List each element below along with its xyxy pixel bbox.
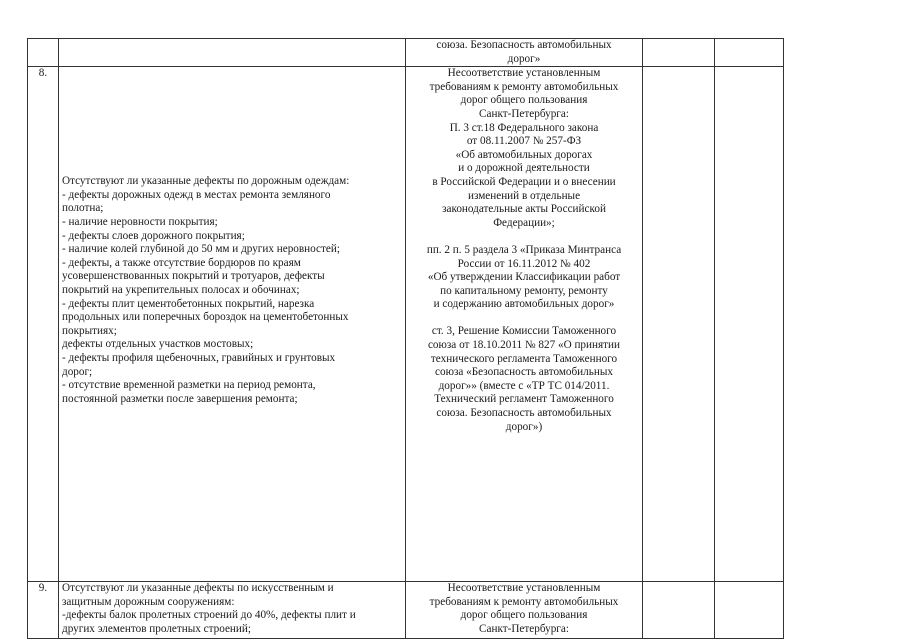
requirement-line: в Российской Федерации и о внесении [432, 175, 616, 188]
question-line: постоянной разметки после завершения ремонта; [62, 392, 298, 405]
requirement-line: Санкт-Петербурга: [479, 622, 569, 635]
empty-cell [643, 39, 715, 67]
question-line: продольных или поперечных бороздок на цементобетонных [62, 311, 349, 324]
requirement-line: по капитальному ремонту, ремонту [440, 284, 608, 297]
question-cell [59, 39, 406, 67]
question-line: других элементов пролетных строений; [62, 622, 252, 635]
row-number-cell [28, 582, 59, 639]
row-number: 9. [38, 582, 48, 595]
requirements-cell [406, 582, 643, 639]
question-line: Отсутствуют ли указанные дефекты по дорожным одеждам: [62, 175, 350, 188]
requirement-line: дорог общего пользования [460, 609, 588, 622]
inspection-table [27, 38, 784, 639]
requirement-line: России от 16.11.2012 № 402 [457, 257, 591, 270]
question-line: покрытий на укрепительных полосах и обочинах; [62, 283, 300, 296]
requirement-line: союза. Безопасность автомобильных [436, 407, 612, 420]
question-line: - дефекты дорожных одежд в местах ремонта земляного [62, 188, 331, 201]
question-cell [59, 67, 406, 582]
question-line: - дефекты слоев дорожного покрытия; [62, 229, 245, 242]
spacer [409, 230, 639, 244]
requirement-line: Несоответствие установленным [447, 582, 601, 595]
question-line: полотна; [62, 202, 104, 215]
requirement-line: и содержанию автомобильных дорог» [433, 298, 615, 311]
question-line: Отсутствуют ли указанные дефекты по искусственным и [62, 582, 334, 595]
question-line: - дефекты, а также отсутствие бордюров по краям [62, 256, 301, 269]
requirement-line: П. 3 ст.18 Федерального закона [449, 121, 599, 134]
question-cell [59, 582, 406, 639]
requirement-line: пп. 2 п. 5 раздела 3 «Приказа Минтранса [426, 243, 622, 256]
question-line: усовершенствованных покрытий и тротуаров, дефекты [62, 270, 325, 283]
question-line: дорог; [62, 365, 93, 378]
empty-cell [715, 39, 784, 67]
requirement-line: дорог» [507, 52, 541, 65]
row-number-cell [28, 67, 59, 582]
requirement-line: «Об автомобильных дорогах [455, 148, 593, 161]
spacer [409, 312, 639, 326]
requirement-line: от 08.11.2007 № 257-ФЗ [466, 135, 582, 148]
question-line: защитным дорожным сооружениям: [62, 595, 235, 608]
empty-cell [643, 582, 715, 639]
requirement-line: требованиям к ремонту автомобильных [429, 80, 619, 93]
question-line: -дефекты балок пролетных строений до 40%, дефекты плит и [62, 609, 356, 622]
question-line: - наличие неровности покрытия; [62, 215, 218, 228]
empty-cell [715, 582, 784, 639]
requirement-line: Федерации»; [493, 216, 555, 229]
table-row [28, 39, 784, 67]
table-row [28, 582, 784, 639]
requirements-cell [406, 39, 643, 67]
requirement-line: ст. 3, Решение Комиссии Таможенного [431, 325, 617, 338]
question-line: дефекты отдельных участков мостовых; [62, 338, 254, 351]
requirement-line: союза от 18.10.2011 № 827 «О принятии [427, 339, 621, 352]
requirement-line: технического регламента Таможенного [430, 352, 618, 365]
requirement-line: законодательные акты Российской [442, 203, 606, 216]
requirement-line: требованиям к ремонту автомобильных [429, 595, 619, 608]
question-line: - дефекты плит цементобетонных покрытий, нарезка [62, 297, 315, 310]
question-line: покрытиях; [62, 324, 117, 337]
requirement-line: Технический регламент Таможенного [434, 393, 614, 406]
requirement-line: дорог общего пользования [460, 94, 588, 107]
requirement-line: дорог»» (вместе с «ТР ТС 014/2011. [438, 379, 610, 392]
requirement-line: союза «Безопасность автомобильных [435, 366, 613, 379]
row-number: 8. [38, 67, 48, 80]
requirement-line: Санкт-Петербурга: [479, 107, 569, 120]
empty-cell [643, 67, 715, 582]
requirement-line: союза. Безопасность автомобильных [436, 39, 612, 51]
requirement-line: Несоответствие установленным [447, 67, 601, 80]
empty-cell [715, 67, 784, 582]
requirement-line: дорог») [505, 420, 543, 433]
requirement-line: и о дорожной деятельности [458, 162, 590, 175]
question-line: - отсутствие временной разметки на период ремонта, [62, 379, 316, 392]
row-number-cell [28, 39, 59, 67]
requirement-line: изменений в отдельные [467, 189, 581, 202]
requirements-cell [406, 67, 643, 582]
question-line: - наличие колей глубиной до 50 мм и других неровностей; [62, 243, 340, 256]
question-line: - дефекты профиля щебеночных, гравийных и грунтовых [62, 351, 336, 364]
requirement-line: «Об утверждении Классификации работ [427, 271, 621, 284]
table-row [28, 67, 784, 582]
